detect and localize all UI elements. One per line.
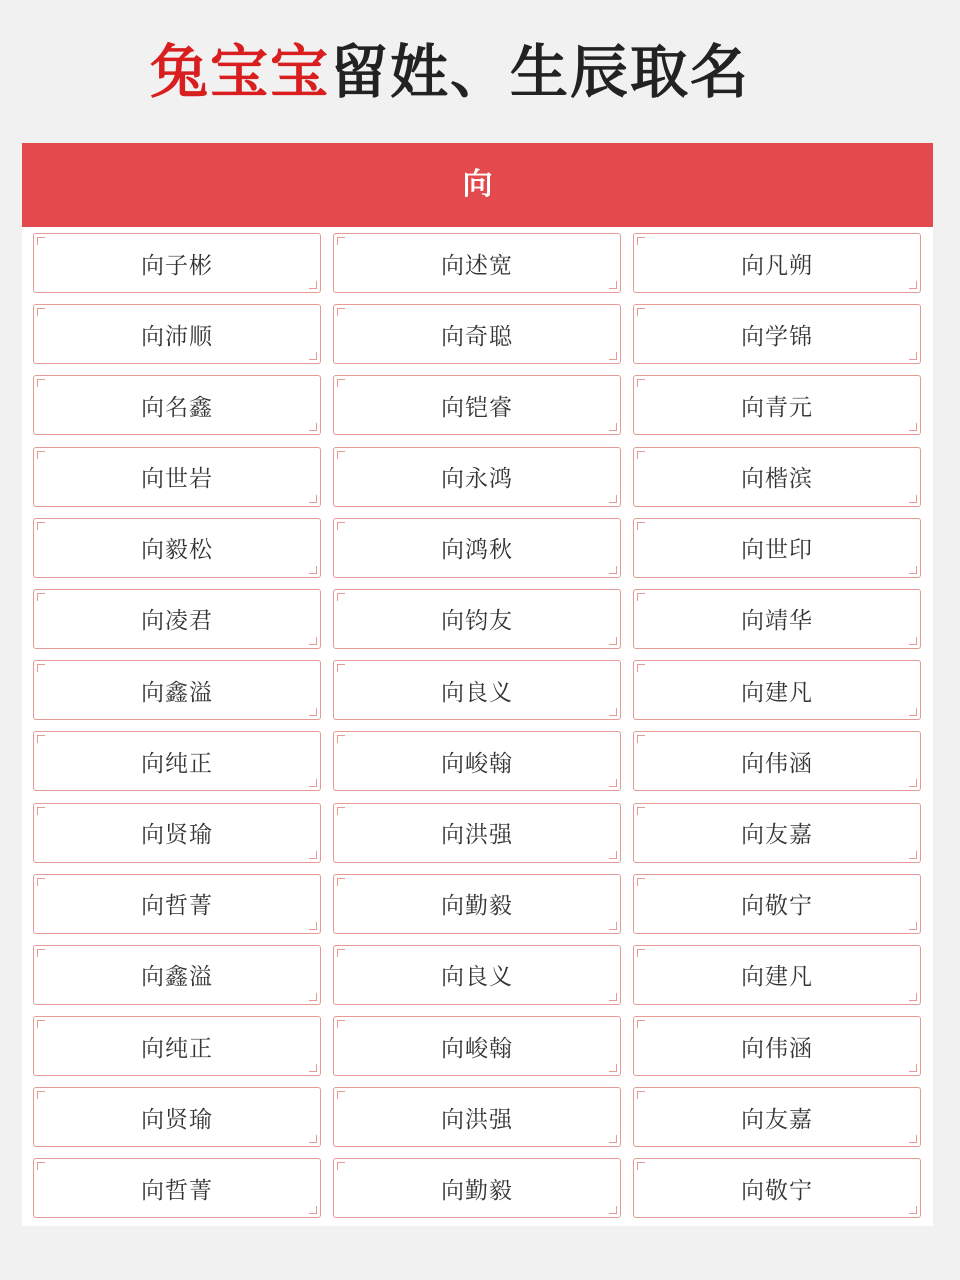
name-cell: 向伟涵 <box>633 1016 921 1076</box>
name-cell: 向勤毅 <box>333 1158 621 1218</box>
name-cell: 向哲菁 <box>33 874 321 934</box>
name-cell: 向贤瑜 <box>33 1087 321 1147</box>
name-cell: 向楷滨 <box>633 447 921 507</box>
title-rest: 留姓、生辰取名 <box>330 38 751 106</box>
name-cell: 向凡朔 <box>633 233 921 293</box>
name-cell: 向洪强 <box>333 1087 621 1147</box>
name-cell: 向奇聪 <box>333 304 621 364</box>
name-cell: 向靖华 <box>633 589 921 649</box>
name-cell: 向述宽 <box>333 233 621 293</box>
name-cell: 向建凡 <box>633 945 921 1005</box>
name-cell: 向世印 <box>633 518 921 578</box>
name-cell: 向洪强 <box>333 803 621 863</box>
name-cell: 向学锦 <box>633 304 921 364</box>
name-cell: 向勤毅 <box>333 874 621 934</box>
name-cell: 向子彬 <box>33 233 321 293</box>
name-cell: 向纯正 <box>33 1016 321 1076</box>
name-cell: 向铠睿 <box>333 375 621 435</box>
surname-header: 向 <box>22 143 933 227</box>
name-cell: 向建凡 <box>633 660 921 720</box>
name-cell: 向钧友 <box>333 589 621 649</box>
name-cell: 向永鸿 <box>333 447 621 507</box>
name-cell: 向贤瑜 <box>33 803 321 863</box>
name-cell: 向峻翰 <box>333 731 621 791</box>
name-cell: 向友嘉 <box>633 803 921 863</box>
name-cell: 向敬宁 <box>633 1158 921 1218</box>
name-cell: 向名鑫 <box>33 375 321 435</box>
name-cell: 向鑫溢 <box>33 660 321 720</box>
name-cell: 向敬宁 <box>633 874 921 934</box>
name-cell: 向鑫溢 <box>33 945 321 1005</box>
name-cell: 向伟涵 <box>633 731 921 791</box>
name-cell: 向良义 <box>333 660 621 720</box>
name-cell: 向良义 <box>333 945 621 1005</box>
name-cell: 向峻翰 <box>333 1016 621 1076</box>
name-cell: 向鸿秋 <box>333 518 621 578</box>
names-grid <box>33 233 921 1218</box>
page-title <box>0 36 900 108</box>
name-cell: 向沛顺 <box>33 304 321 364</box>
name-cell: 向凌君 <box>33 589 321 649</box>
name-cell: 向哲菁 <box>33 1158 321 1218</box>
names-panel <box>22 143 933 1226</box>
name-cell: 向毅松 <box>33 518 321 578</box>
title-highlight: 兔宝宝 <box>149 38 330 106</box>
name-cell: 向纯正 <box>33 731 321 791</box>
name-cell: 向青元 <box>633 375 921 435</box>
name-cell: 向友嘉 <box>633 1087 921 1147</box>
name-cell: 向世岩 <box>33 447 321 507</box>
